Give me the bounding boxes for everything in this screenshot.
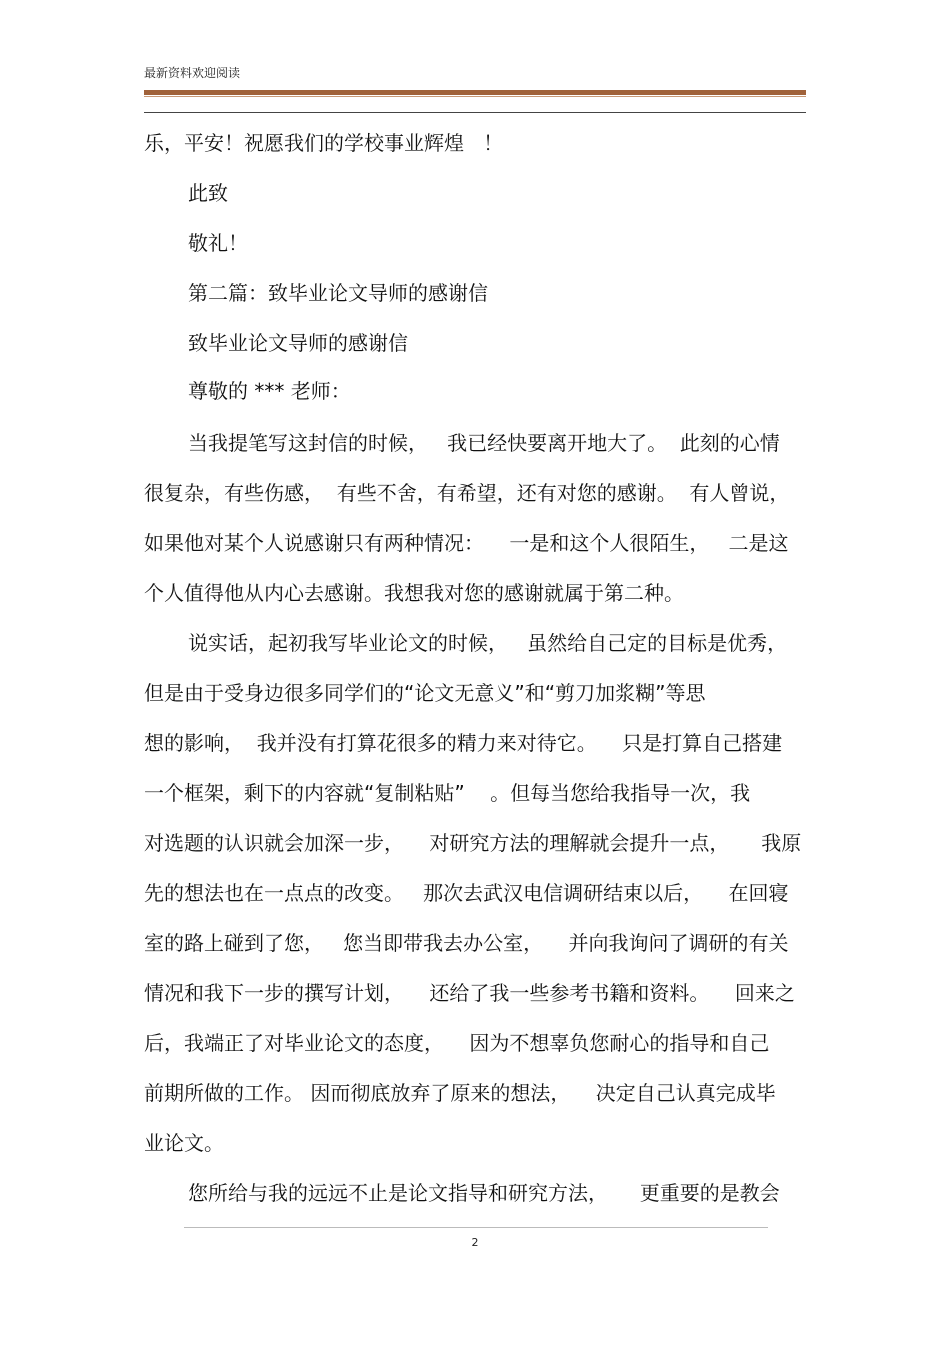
closing-line: 此致 xyxy=(188,181,228,205)
paragraph-line: 当我提笔写这封信的时候， 我已经快要离开地大了。 此刻的心情 xyxy=(188,431,780,455)
paragraph-line: 您所给与我的远远不止是论文指导和研究方法， 更重要的是教会 xyxy=(188,1181,780,1205)
paragraph-line: 一个框架，剩下的内容就“复制粘贴” 。但每当您给我指导一次，我 xyxy=(144,781,751,805)
paragraph-line: 说实话，起初我写毕业论文的时候， 虽然给自己定的目标是优秀， xyxy=(188,631,788,655)
paragraph-line: 后，我端正了对毕业论文的态度， 因为不想辜负您耐心的指导和自己 xyxy=(144,1031,770,1055)
letter-title: 致毕业论文导师的感谢信 xyxy=(188,331,408,355)
header-text: 最新资料欢迎阅读 xyxy=(144,66,241,80)
section-title: 第二篇：致毕业论文导师的感谢信 xyxy=(188,281,488,305)
paragraph-line: 对选题的认识就会加深一步， 对研究方法的理解就会提升一点， 我原 xyxy=(144,831,802,855)
paragraph-line: 室的路上碰到了您， 您当即带我去办公室， 并向我询问了调研的有关 xyxy=(144,931,789,955)
paragraph-line: 很复杂，有些伤感， 有些不舍，有希望，还有对您的感谢。 有人曾说， xyxy=(144,481,790,505)
header-rule-accent xyxy=(144,96,806,97)
paragraph-line: 业论文。 xyxy=(144,1131,224,1155)
salutation: 尊敬的 *** 老师： xyxy=(188,379,351,403)
header-rule-thick xyxy=(144,90,806,95)
paragraph-line: 想的影响， 我并没有打算花很多的精力来对待它。 只是打算自己搭建 xyxy=(144,731,783,755)
paragraph-line: 如果他对某个人说感谢只有两种情况： 一是和这个人很陌生， 二是这 xyxy=(144,531,789,555)
paragraph-line: 但是由于受身边很多同学们的“论文无意义”和“剪刀加浆糊”等思 xyxy=(144,681,706,705)
closing-line: 敬礼！ xyxy=(188,231,248,255)
footer-rule xyxy=(184,1227,768,1228)
paragraph-line: 前期所做的工作。 因而彻底放弃了原来的想法， 决定自己认真完成毕 xyxy=(144,1081,776,1105)
paragraph-line: 先的想法也在一点点的改变。 那次去武汉电信调研结束以后， 在回寝 xyxy=(144,881,789,905)
header-rule-thin xyxy=(144,112,806,113)
text-line: 乐，平安！祝愿我们的学校事业辉煌 ！ xyxy=(144,131,504,155)
paragraph-line: 情况和我下一步的撰写计划， 还给了我一些参考书籍和资料。 回来之 xyxy=(144,981,795,1005)
page-number: 2 xyxy=(471,1236,479,1249)
paragraph-line: 个人值得他从内心去感谢。我想我对您的感谢就属于第二种。 xyxy=(144,581,684,605)
